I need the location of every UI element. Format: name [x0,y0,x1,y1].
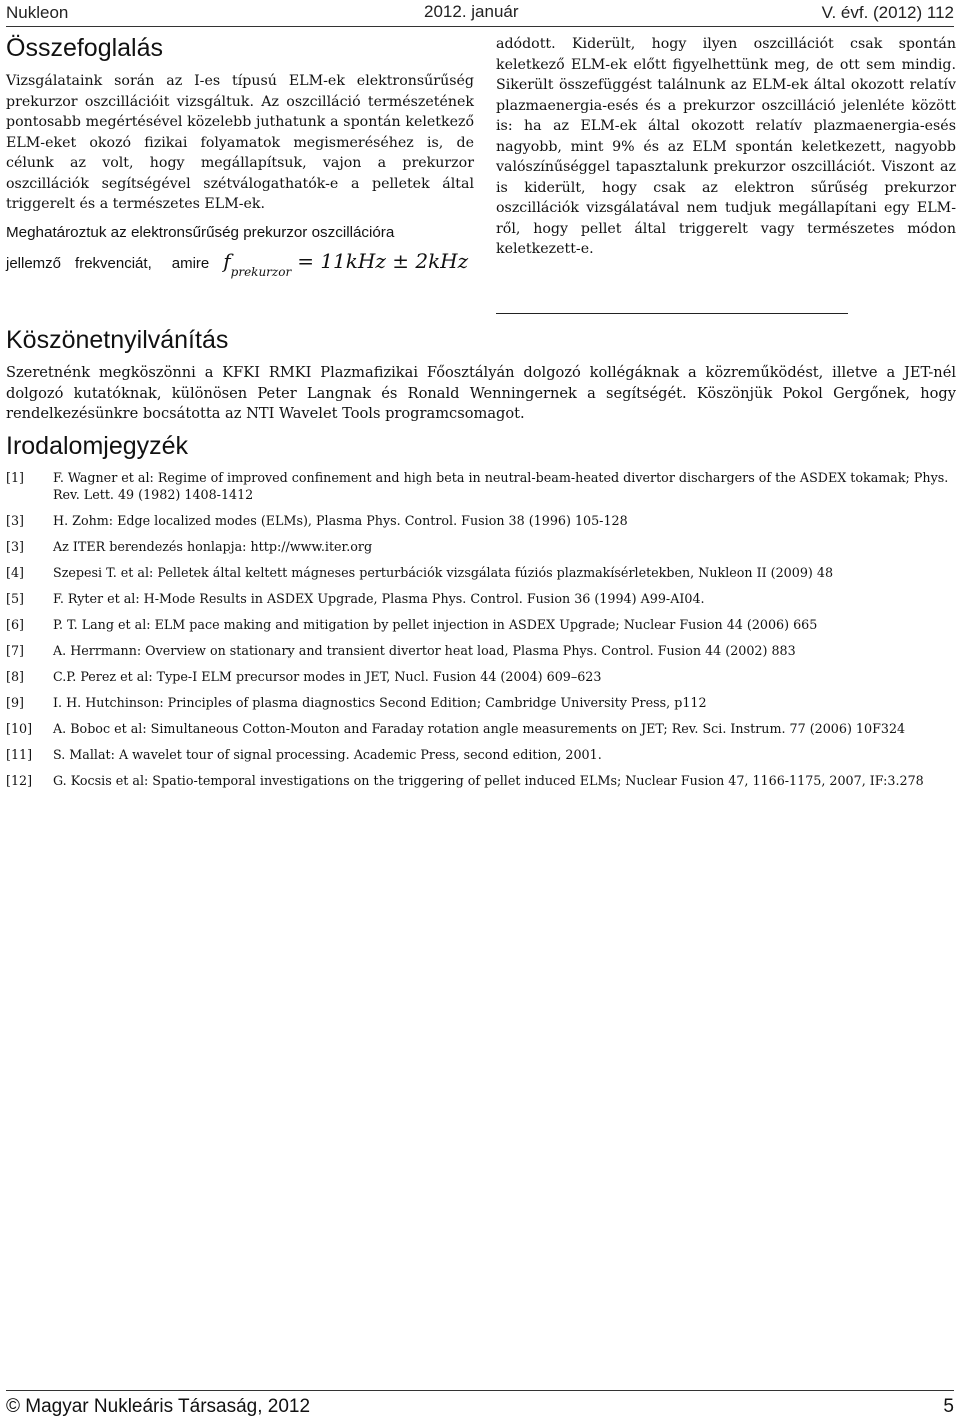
reference-number: [3] [6,539,24,554]
reference-item [6,746,956,763]
reference-text: F. Wagner et al: Regime of improved confinement and high beta in neutral-beam-heated divertor dischargers of the ASDEX tokamak; Phys. Rev. Lett. 49 (1982) 1408-1412 [53,470,949,502]
reference-item [6,538,956,555]
references-heading: Irodalomjegyzék [6,432,189,460]
reference-item [6,469,956,503]
formula-f: f [223,249,231,273]
reference-number: [3] [6,513,24,528]
reference-item [6,616,956,633]
reference-text: F. Ryter et al: H-Mode Results in ASDEX Upgrade, Plasma Phys. Control. Fusion 36 (1994) A99-AI04. [53,591,705,606]
copyright-notice: © Magyar Nukleáris Társaság, 2012 [6,1396,311,1417]
summary-paragraph-2: Meghatároztuk az elektronsűrűség prekurzor oszcillációra [6,223,395,241]
reference-item [6,564,956,581]
summary-heading: Összefoglalás [6,34,164,62]
frequency-formula [223,249,468,279]
reference-number: [7] [6,643,24,658]
summary-paragraph: Vizsgálataink során az I-es típusú ELM-ek elektronsűrűség prekurzor oszcillációit vizsgáltuk. Az oszcilláció természetének pontosabb megértésével közelebb juthatunk a spontán keletkező ELM-eket okozó fizikai folyamatok megismeréséhez is, de célunk az volt, hogy megállapítsuk, vajon a prekurzor oszcillációk segítségével szétválogathatók-e a pelletek által triggerelt és a természetes ELM-ek. [6,73,474,212]
page-header [6,0,954,27]
reference-text: I. H. Hutchinson: Principles of plasma diagnostics Second Edition; Cambridge University Press, p112 [53,695,707,710]
reference-text: C.P. Perez et al: Type-I ELM precursor modes in JET, Nucl. Fusion 44 (2004) 609–623 [53,669,602,684]
volume-info: V. évf. (2012) 112 [821,3,954,22]
journal-name: Nukleon [6,3,69,22]
reference-number: [11] [6,747,33,762]
summary-continuation: adódott. Kiderült, hogy ilyen oszcillációt csak spontán keletkező ELM-ek előtt figyelhettünk meg, de ott sem mindig. Sikerült összefüggést találnunk az ELM-ek által okozott relatív plazmaenergia-esés és a prekurzor oszcilláció jelenléte között is: ha az ELM-ek által okozott relatív plazmaenergia-esés nagyobb, mint 9% és az ELM spontán keletkezett, nagyobb valószínűséggel tapasztalunk prekurzor oszcillációt. Viszont az is kiderült, hogy csak az elektron sűrűség prekurzor oszcillációk vizsgálatával nem tudjuk megállapítani egy ELM-ről, hogy pellet által triggerelt vagy természetes módon keletkezett-e. [496,36,956,257]
acknowledgement-section [6,326,956,425]
page-number: 5 [943,1396,954,1417]
reference-item [6,590,956,607]
reference-text: A. Boboc et al: Simultaneous Cotton-Mouton and Faraday rotation angle measurements on JET; Rev. Sci. Instrum. 77 (2006) 10F324 [53,721,906,736]
reference-number: [6] [6,617,24,632]
reference-number: [12] [6,773,33,788]
formula-word-2: frekvenciát, [75,255,152,272]
reference-item [6,772,956,789]
left-column [6,34,474,279]
reference-text: G. Kocsis et al: Spatio-temporal investigations on the triggering of pellet induced ELMs; Nuclear Fusion 47, 1166-1175, 2007, IF:3.278 [53,773,924,788]
acknowledgement-text: Szeretnénk megköszönni a KFKI RMKI Plazmafizikai Főosztályán dolgozó kollégáknak a közreműködést, illetve a JET-nél dolgozó kutatóknak, különösen Peter Langnak és Ronald Wenningernek a segítségét. Köszönjük Pokol Gergőnek, hogy rendelkezésünkre bocsátotta az NTI Wavelet Tools programcsomagot. [6,364,956,422]
formula-rhs: = 11kHz ± 2kHz [297,249,469,273]
reference-text: S. Mallat: A wavelet tour of signal processing. Academic Press, second edition, 2001. [53,747,602,762]
reference-item [6,694,956,711]
reference-number: [10] [6,721,33,736]
reference-item [6,512,956,529]
right-column [496,34,956,260]
reference-item [6,642,956,659]
column-divider [496,313,848,314]
reference-text: Szepesi T. et al: Pelletek által keltett mágneses perturbációk vizsgálata fúziós plazmakísérletekben, Nukleon II (2009) 48 [53,565,834,580]
issue-date: 2012. január [424,2,519,21]
formula-subscript: prekurzor [230,265,292,279]
formula-word-3: amire [171,255,210,272]
formula-word-1: jellemző [6,255,62,272]
reference-number: [4] [6,565,24,580]
references-section [6,432,956,798]
reference-number: [9] [6,695,24,710]
formula-line [6,249,474,279]
reference-text: A. Herrmann: Overview on stationary and transient divertor heat load, Plasma Phys. Control. Fusion 44 (2002) 883 [53,643,796,658]
reference-number: [5] [6,591,24,606]
reference-item [6,668,956,685]
reference-list [6,469,956,789]
reference-text: Az ITER berendezés honlapja: http://www.iter.org [53,539,373,554]
reference-number: [1] [6,470,24,485]
reference-text: H. Zohm: Edge localized modes (ELMs), Plasma Phys. Control. Fusion 38 (1996) 105-128 [53,513,628,528]
page-footer [6,1390,954,1423]
acknowledgement-heading: Köszönetnyilvánítás [6,326,229,354]
reference-text: P. T. Lang et al: ELM pace making and mitigation by pellet injection in ASDEX Upgrade; Nuclear Fusion 44 (2006) 665 [53,617,818,632]
reference-number: [8] [6,669,24,684]
reference-item [6,720,956,737]
